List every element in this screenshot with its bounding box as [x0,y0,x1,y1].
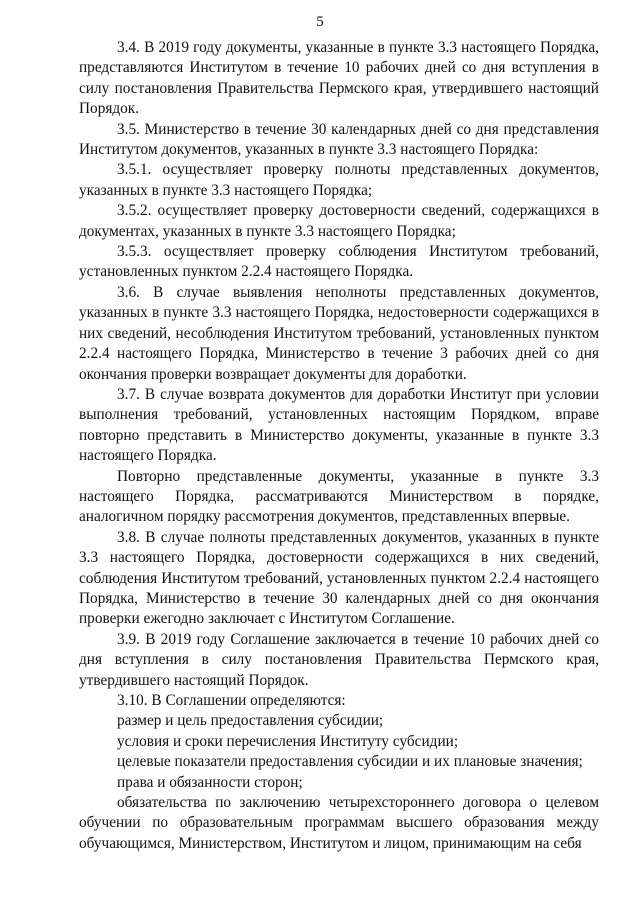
list-item-subsidy-size: размер и цель предоставления субсидии; [117,712,384,730]
paragraph-resubmission: Повторно представленные документы, указанные в пункте 3.3 настоящего Порядка, рассматриваются Министерством в порядке, аналогичном порядку рассмотрения документов, представленных впервые. [79,467,599,526]
paragraph-3-5-2: 3.5.2. осуществляет проверку достоверности сведений, содержащихся в документах, указанных в пункте 3.3 настоящего Порядка; [79,202,599,240]
paragraph-3-10: 3.10. В Соглашении определяются: [117,692,346,709]
paragraph-3-5-3: 3.5.3. осуществляет проверку соблюдения Институтом требований, установленных пунктом 2.2.4 настоящего Порядка. [79,243,599,281]
page-number: 5 [316,14,324,30]
paragraph-3-8: 3.8. В случае полноты представленных документов, указанных в пункте 3.3 настоящего Порядка, достоверности содержащихся в них сведений, соблюдения Институтом требований, установленных пунктом 2.2.4 настоящего Порядка, Министерство в течение 30 календарных дней со дня окончания проверки ежегодно заключает с Институтом Соглашение. [79,528,599,628]
paragraph-3-6: 3.6. В случае выявления неполноты представленных документов, указанных в пункте 3.3 настоящего Порядка, недостоверности содержащихся в них сведений, несоблюдения Институтом требований, установленных пунктом 2.2.4 настоящего Порядка, Министерство в течение 3 рабочих дней со дня окончания проверки возвращает документы для доработки. [79,283,599,383]
paragraph-3-4: 3.4. В 2019 году документы, указанные в пункте 3.3 настоящего Порядка, представляются Институтом в течение 10 рабочих дней со дня вступления в силу постановления Правительства Пермского края, утвердившего настоящий Порядок. [79,39,599,118]
paragraph-3-9: 3.9. В 2019 году Соглашение заключается в течение 10 рабочих дней со дня вступления в силу постановления Правительства Пермского края, утвердившего настоящий Порядок. [79,630,599,689]
list-item-rights-obligations: права и обязанности сторон; [117,773,303,791]
list-item-transfer-terms: условия и сроки перечисления Институту субсидии; [117,732,459,750]
document-body [79,38,599,854]
paragraph-3-5: 3.5. Министерство в течение 30 календарных дней со дня представления Институтом документов, указанных в пункте 3.3 настоящего Порядка: [79,120,599,159]
paragraph-3-7: 3.7. В случае возврата документов для доработки Институт при условии выполнения требований, установленных настоящим Порядком, вправе повторно представить в Министерство документы, указанные в пункте 3.3 настоящего Порядка. [79,385,599,465]
list-item-training-contract: обязательства по заключению четырехстороннего договора о целевом обучении по образовательным программам высшего образования между обучающимся, Министерством, Институтом и лицом, принимающим на себя [79,794,599,852]
list-item-target-indicators: целевые показатели предоставления субсидии и их плановые значения; [117,753,583,771]
paragraph-3-5-1: 3.5.1. осуществляет проверку полноты представленных документов, указанных в пункте 3.3 настоящего Порядка; [79,161,599,199]
